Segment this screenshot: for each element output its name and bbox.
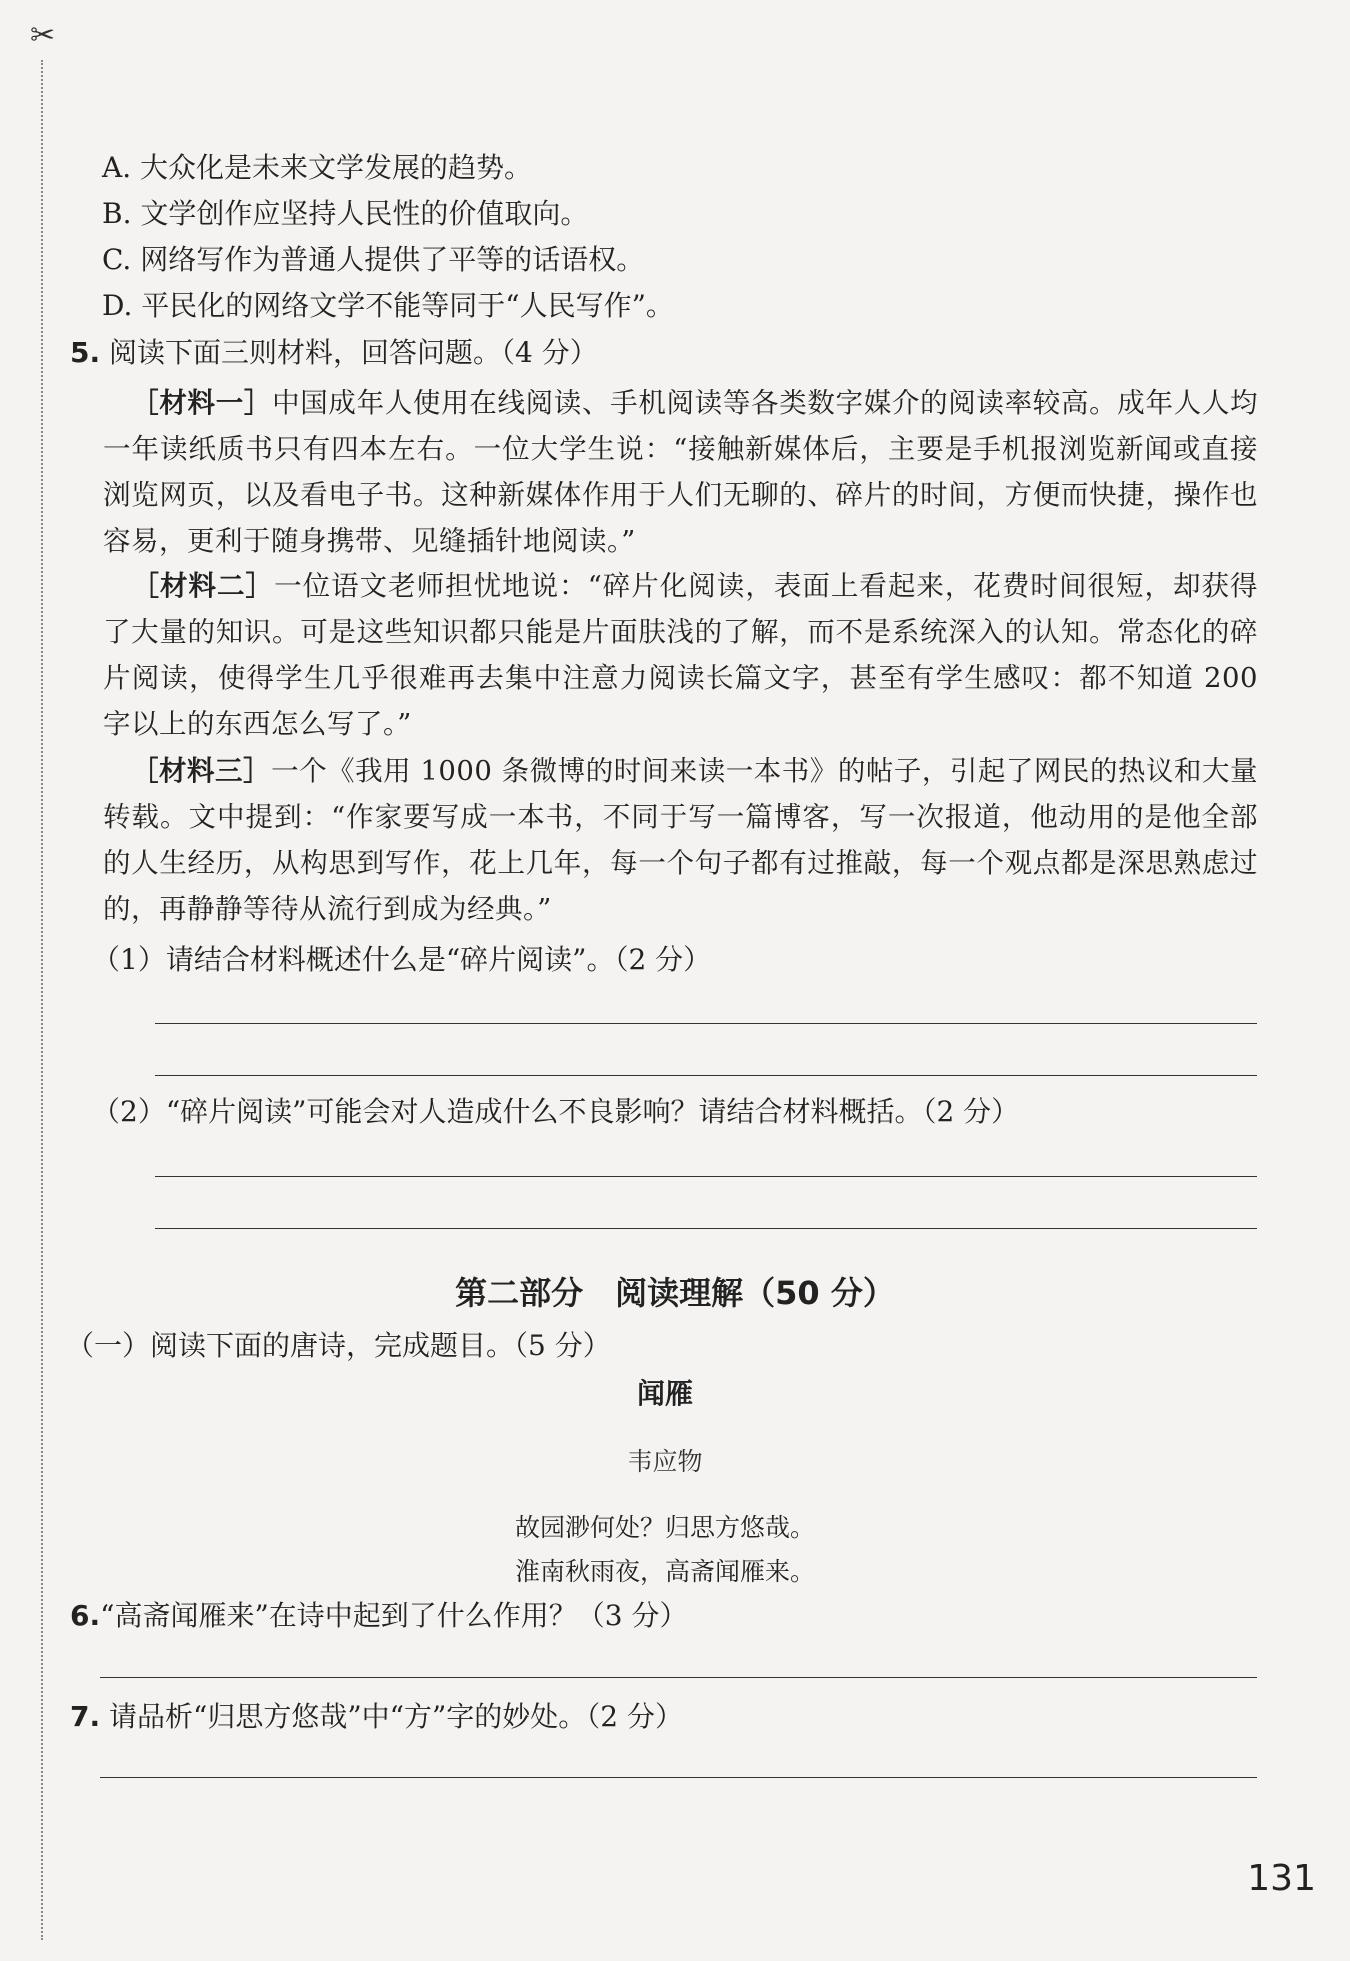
question-6	[70, 1596, 687, 1636]
answer-line[interactable]	[155, 1176, 1257, 1177]
poem-line: 淮南秋雨夜，高斋闻雁来。	[514, 1557, 815, 1586]
option-d: D. 平民化的网络文学不能等同于“人民写作”。	[102, 289, 674, 322]
page-number: 131	[1247, 1858, 1316, 1899]
question-7	[70, 1697, 683, 1737]
material-3	[103, 748, 1258, 932]
material-text: 一位语文老师担忧地说：“碎片化阅读，表面上看起来，花费时间很短，却获得了大量的知识。可是这些知识都只能是片面肤浅的了解，而不是系统深入的认知。常态化的碎片阅读，使得学生几乎很难再去集中注意力阅读长篇文字，甚至有学生感叹：都不知道 200 字以上的东西怎么写了。”	[103, 570, 1259, 740]
material-text: 一个《我用 1000 条微博的时间来读一本书》的帖子，引起了网民的热议和大量转载。文中提到：“作家要写成一本书，不同于写一篇博客，写一次报道，他动用的是他全部的人生经历，从构思到写作，花上几年，每一个句子都有过推敲，每一个观点都是深思熟虑过的，再静静等待从流行到成为经典。”	[103, 755, 1259, 925]
question-number: 5.	[70, 336, 101, 369]
part-heading: 第二部分 阅读理解（50 分）	[455, 1274, 895, 1312]
material-2	[103, 563, 1258, 747]
question-number: 6.	[70, 1599, 101, 1632]
answer-line[interactable]	[155, 1228, 1257, 1229]
answer-line[interactable]	[155, 1075, 1257, 1076]
question-5	[70, 333, 598, 373]
material-text: 中国成年人使用在线阅读、手机阅读等各类数字媒介的阅读率较高。成年人人均一年读纸质书只有四本左右。一位大学生说：“接触新媒体后，主要是手机报浏览新闻或直接浏览网页，以及看电子书。这种新媒体作用于人们无聊的、碎片的时间，方便而快捷，操作也容易，更利于随身携带、见缝插针地阅读。”	[103, 387, 1259, 557]
scissors-icon: ✂	[30, 18, 56, 53]
material-tag: ［材料二］	[131, 570, 275, 602]
poem-line: 故园渺何处？归思方悠哉。	[514, 1513, 815, 1542]
answer-line[interactable]	[155, 1023, 1257, 1024]
section-heading: （一）阅读下面的唐诗，完成题目。（5 分）	[66, 1329, 611, 1362]
subquestion-2: （2）“碎片阅读”可能会对人造成什么不良影响？请结合材料概括。（2 分）	[92, 1095, 1020, 1128]
material-tag: ［材料一］	[131, 387, 273, 419]
question-text: “高斋闻雁来”在诗中起到了什么作用？（3 分）	[100, 1599, 688, 1632]
poem-author: 韦应物	[627, 1447, 703, 1476]
option-c: C. 网络写作为普通人提供了平等的话语权。	[102, 243, 645, 276]
question-number: 7.	[70, 1700, 101, 1733]
answer-line[interactable]	[100, 1677, 1257, 1678]
option-a: A. 大众化是未来文学发展的趋势。	[102, 151, 533, 184]
option-b: B. 文学创作应坚持人民性的价值取向。	[102, 197, 589, 230]
subquestion-1: （1）请结合材料概述什么是“碎片阅读”。（2 分）	[92, 943, 712, 976]
question-text: 阅读下面三则材料，回答问题。（4 分）	[109, 336, 598, 369]
poem-title: 闻雁	[636, 1377, 693, 1410]
material-1	[103, 380, 1258, 564]
question-text: 请品析“归思方悠哉”中“方”字的妙处。（2 分）	[109, 1700, 684, 1733]
material-tag: ［材料三］	[131, 755, 272, 787]
answer-line[interactable]	[100, 1777, 1257, 1778]
cut-line	[41, 60, 43, 1940]
